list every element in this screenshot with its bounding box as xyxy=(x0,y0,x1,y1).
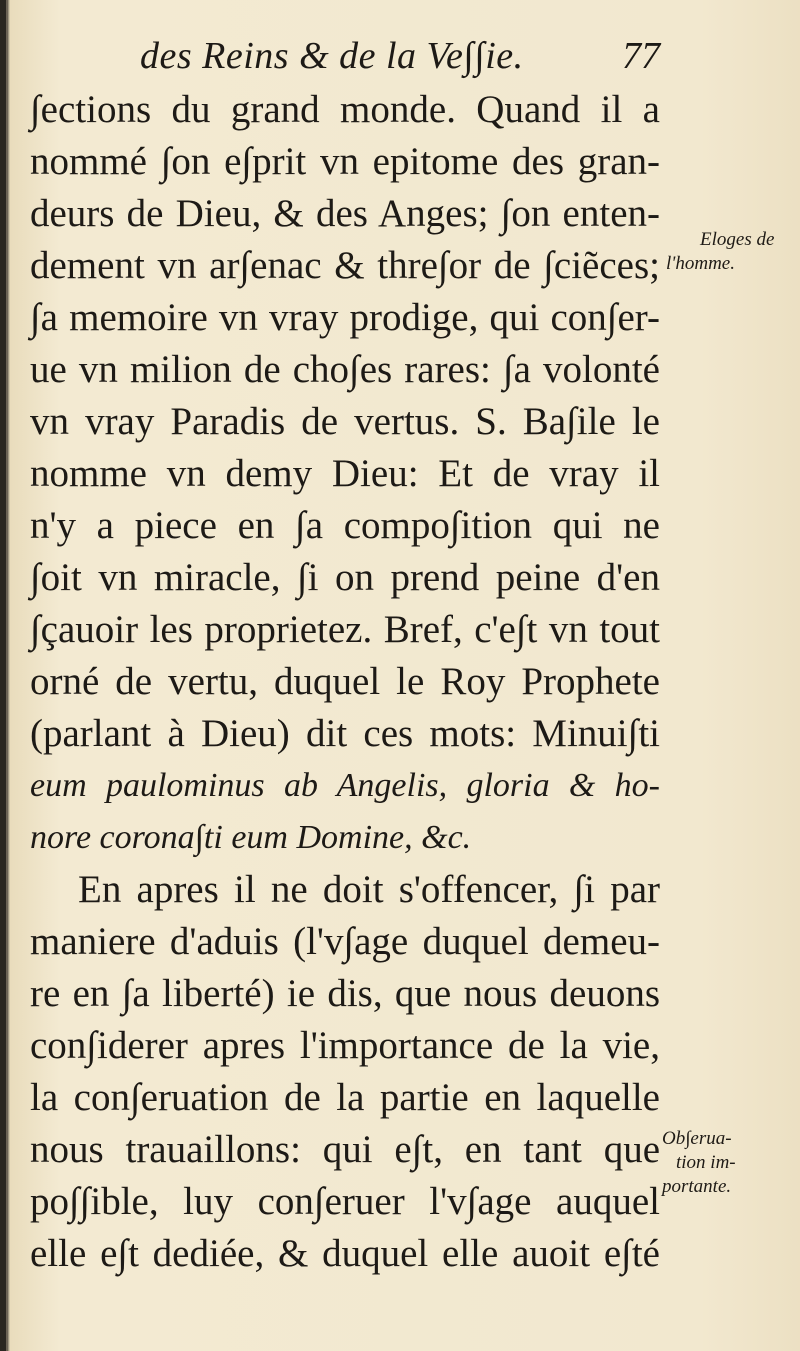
text-line: deurs de Dieu, & des Anges; ∫on enten- xyxy=(30,192,660,235)
margin-note-line: Eloges de xyxy=(700,229,775,250)
text-line: nommé ∫on e∫prit vn epitome des gran- xyxy=(30,140,660,183)
text-line: (parlant à Dieu) dit ces mots: Minui∫ti xyxy=(30,712,660,755)
margin-note-line: tion im- xyxy=(676,1152,736,1173)
text-line: n'y a piece en ∫a compo∫ition qui ne xyxy=(30,504,660,547)
body-text xyxy=(30,84,660,1280)
margin-note-obseruation xyxy=(662,1127,792,1199)
margin-note-eloges xyxy=(666,228,796,276)
text-line: ∫a memoire vn vray prodige, qui con∫er- xyxy=(30,296,660,339)
text-line: la con∫eruation de la partie en laquelle xyxy=(30,1076,660,1119)
margin-note-line: portante. xyxy=(662,1176,732,1197)
text-line: ∫çauoir les proprietez. Bref, c'e∫t vn tout xyxy=(30,608,660,651)
text-line: nomme vn demy Dieu: Et de vray il xyxy=(30,452,660,495)
text-line: con∫iderer apres l'importance de la vie, xyxy=(30,1024,660,1067)
text-line: elle e∫t dediée, & duquel elle auoit e∫té xyxy=(30,1232,660,1275)
latin-quote-line: nore corona∫ti eum Domine, &c. xyxy=(30,819,472,856)
text-line: ue vn milion de cho∫es rares: ∫a volonté xyxy=(30,348,660,391)
text-line: ∫ections du grand monde. Quand il a xyxy=(30,88,660,131)
text-line: po∫∫ible, luy con∫eruer l'v∫age auquel xyxy=(30,1180,660,1223)
margin-note-line: l'homme. xyxy=(666,253,735,274)
latin-quote-line: eum paulominus ab Angelis, gloria & ho- xyxy=(30,767,660,804)
page-gutter xyxy=(6,0,8,1351)
page-header xyxy=(140,34,660,84)
text-line: orné de vertu, duquel le Roy Prophete xyxy=(30,660,660,703)
text-line: maniere d'aduis (l'v∫age duquel demeu- xyxy=(30,920,660,963)
text-line: dement vn ar∫enac & thre∫or de ∫ciẽces; xyxy=(30,244,660,287)
text-line: re en ∫a liberté) ie dis, que nous deuons xyxy=(30,972,660,1015)
text-line: ∫oit vn miracle, ∫i on prend peine d'en xyxy=(30,556,660,599)
text-line: vn vray Paradis de vertus. S. Ba∫ile le xyxy=(30,400,660,443)
text-line: nous trauaillons: qui e∫t, en tant que xyxy=(30,1128,660,1171)
page-number: 77 xyxy=(622,35,660,77)
text-line: En apres il ne doit s'offencer, ∫i par xyxy=(78,868,660,911)
running-head: des Reins & de la Ve∫∫ie. xyxy=(140,35,524,77)
margin-note-line: Ob∫erua- xyxy=(662,1128,732,1149)
